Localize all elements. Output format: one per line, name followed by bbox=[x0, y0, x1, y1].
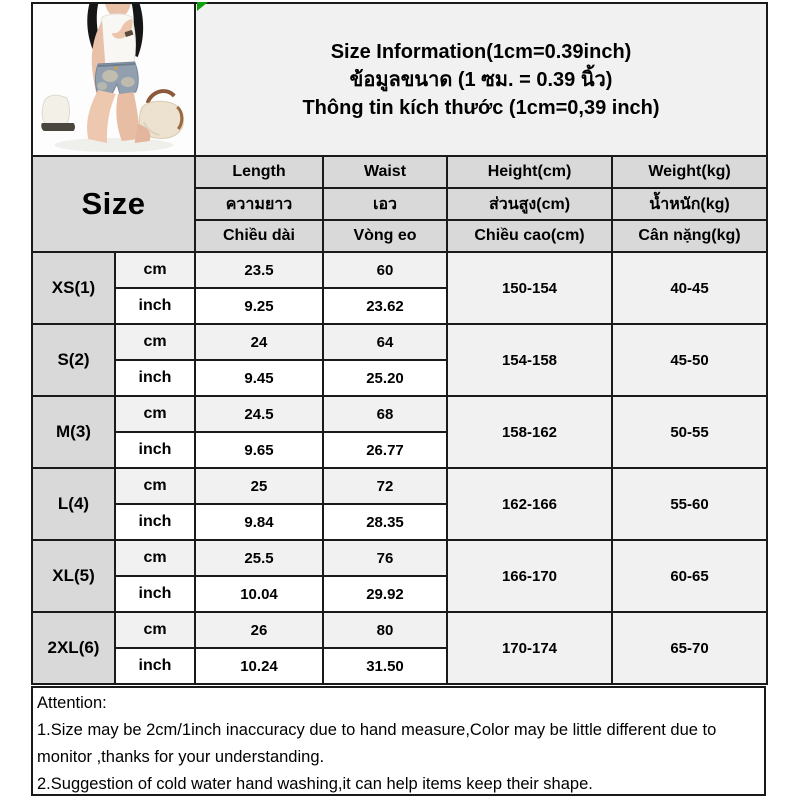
height-range-value: 150-154 bbox=[447, 252, 612, 324]
banner-line-en: Size Information(1cm=0.39inch) bbox=[330, 40, 632, 63]
col-header-weight-th: น้ำหนัก(kg) bbox=[612, 188, 767, 220]
attention-title: Attention: bbox=[37, 694, 107, 712]
unit-inch-label: inch bbox=[115, 648, 195, 684]
banner-line-vi: Thông tin kích thước (1cm=0,39 inch) bbox=[302, 96, 660, 119]
col-header-weight-en: Weight(kg) bbox=[612, 156, 767, 188]
waist-cm-value: 72 bbox=[323, 468, 447, 504]
weight-range-value: 60-65 bbox=[612, 540, 767, 612]
waist-inch-value: 29.92 bbox=[323, 576, 447, 612]
banner-line-th: ข้อมูลขนาด (1 ซม. = 0.39 นิ้ว) bbox=[349, 68, 613, 91]
waist-cm-value: 76 bbox=[323, 540, 447, 576]
height-range-value: 170-174 bbox=[447, 612, 612, 684]
waist-inch-value: 28.35 bbox=[323, 504, 447, 540]
unit-cm-label: cm bbox=[115, 252, 195, 288]
unit-inch-label: inch bbox=[115, 504, 195, 540]
length-cm-value: 24.5 bbox=[195, 396, 323, 432]
height-range-value: 154-158 bbox=[447, 324, 612, 396]
length-inch-value: 9.45 bbox=[195, 360, 323, 396]
unit-inch-label: inch bbox=[115, 288, 195, 324]
weight-range-value: 40-45 bbox=[612, 252, 767, 324]
length-inch-value: 10.04 bbox=[195, 576, 323, 612]
col-header-length-vi: Chiều dài bbox=[195, 220, 323, 252]
col-header-weight-vi: Cân nặng(kg) bbox=[612, 220, 767, 252]
weight-range-value: 50-55 bbox=[612, 396, 767, 468]
length-inch-value: 9.65 bbox=[195, 432, 323, 468]
waist-cm-value: 80 bbox=[323, 612, 447, 648]
legwarmer bbox=[42, 95, 69, 125]
length-inch-value: 9.84 bbox=[195, 504, 323, 540]
length-inch-value: 9.25 bbox=[195, 288, 323, 324]
waist-inch-value: 26.77 bbox=[323, 432, 447, 468]
size-information-table bbox=[31, 2, 768, 685]
unit-inch-label: inch bbox=[115, 432, 195, 468]
weight-range-value: 55-60 bbox=[612, 468, 767, 540]
sandal-sole bbox=[41, 123, 75, 131]
unit-cm-label: cm bbox=[115, 612, 195, 648]
waist-cm-value: 60 bbox=[323, 252, 447, 288]
col-header-height-vi: Chiều cao(cm) bbox=[447, 220, 612, 252]
waist-cm-value: 64 bbox=[323, 324, 447, 360]
length-inch-value: 10.24 bbox=[195, 648, 323, 684]
col-header-length-en: Length bbox=[195, 156, 323, 188]
height-range-value: 158-162 bbox=[447, 396, 612, 468]
length-cm-value: 24 bbox=[195, 324, 323, 360]
height-range-value: 166-170 bbox=[447, 540, 612, 612]
size-corner-label: Size bbox=[32, 156, 195, 252]
unit-cm-label: cm bbox=[115, 396, 195, 432]
waist-inch-value: 25.20 bbox=[323, 360, 447, 396]
length-cm-value: 23.5 bbox=[195, 252, 323, 288]
col-header-height-en: Height(cm) bbox=[447, 156, 612, 188]
length-cm-value: 25.5 bbox=[195, 540, 323, 576]
corner-marker-triangle-icon bbox=[197, 2, 208, 11]
size-row-label: L(4) bbox=[32, 468, 115, 540]
attention-note bbox=[31, 686, 766, 796]
waist-cm-value: 68 bbox=[323, 396, 447, 432]
waist-inch-value: 23.62 bbox=[323, 288, 447, 324]
unit-inch-label: inch bbox=[115, 360, 195, 396]
size-row-label: XS(1) bbox=[32, 252, 115, 324]
unit-cm-label: cm bbox=[115, 468, 195, 504]
size-information-banner bbox=[195, 3, 767, 156]
size-row-label: 2XL(6) bbox=[32, 612, 115, 684]
attention-line-1: 1.Size may be 2cm/1inch inaccuracy due to hand measure,Color may be little different due to monitor ,thanks for your understanding. bbox=[37, 721, 717, 766]
unit-cm-label: cm bbox=[115, 540, 195, 576]
model-photo-cell bbox=[32, 3, 195, 156]
size-row-label: S(2) bbox=[32, 324, 115, 396]
col-header-height-th: ส่วนสูง(cm) bbox=[447, 188, 612, 220]
weight-range-value: 45-50 bbox=[612, 324, 767, 396]
attention-line-2: 2.Suggestion of cold water hand washing,it can help items keep their shape. bbox=[37, 775, 593, 793]
weight-range-value: 65-70 bbox=[612, 612, 767, 684]
waist-inch-value: 31.50 bbox=[323, 648, 447, 684]
length-cm-value: 25 bbox=[195, 468, 323, 504]
unit-cm-label: cm bbox=[115, 324, 195, 360]
size-row-label: XL(5) bbox=[32, 540, 115, 612]
unit-inch-label: inch bbox=[115, 576, 195, 612]
model-photo bbox=[33, 4, 194, 155]
size-row-label: M(3) bbox=[32, 396, 115, 468]
col-header-waist-th: เอว bbox=[323, 188, 447, 220]
length-cm-value: 26 bbox=[195, 612, 323, 648]
height-range-value: 162-166 bbox=[447, 468, 612, 540]
col-header-length-th: ความยาว bbox=[195, 188, 323, 220]
col-header-waist-vi: Vòng eo bbox=[323, 220, 447, 252]
col-header-waist-en: Waist bbox=[323, 156, 447, 188]
